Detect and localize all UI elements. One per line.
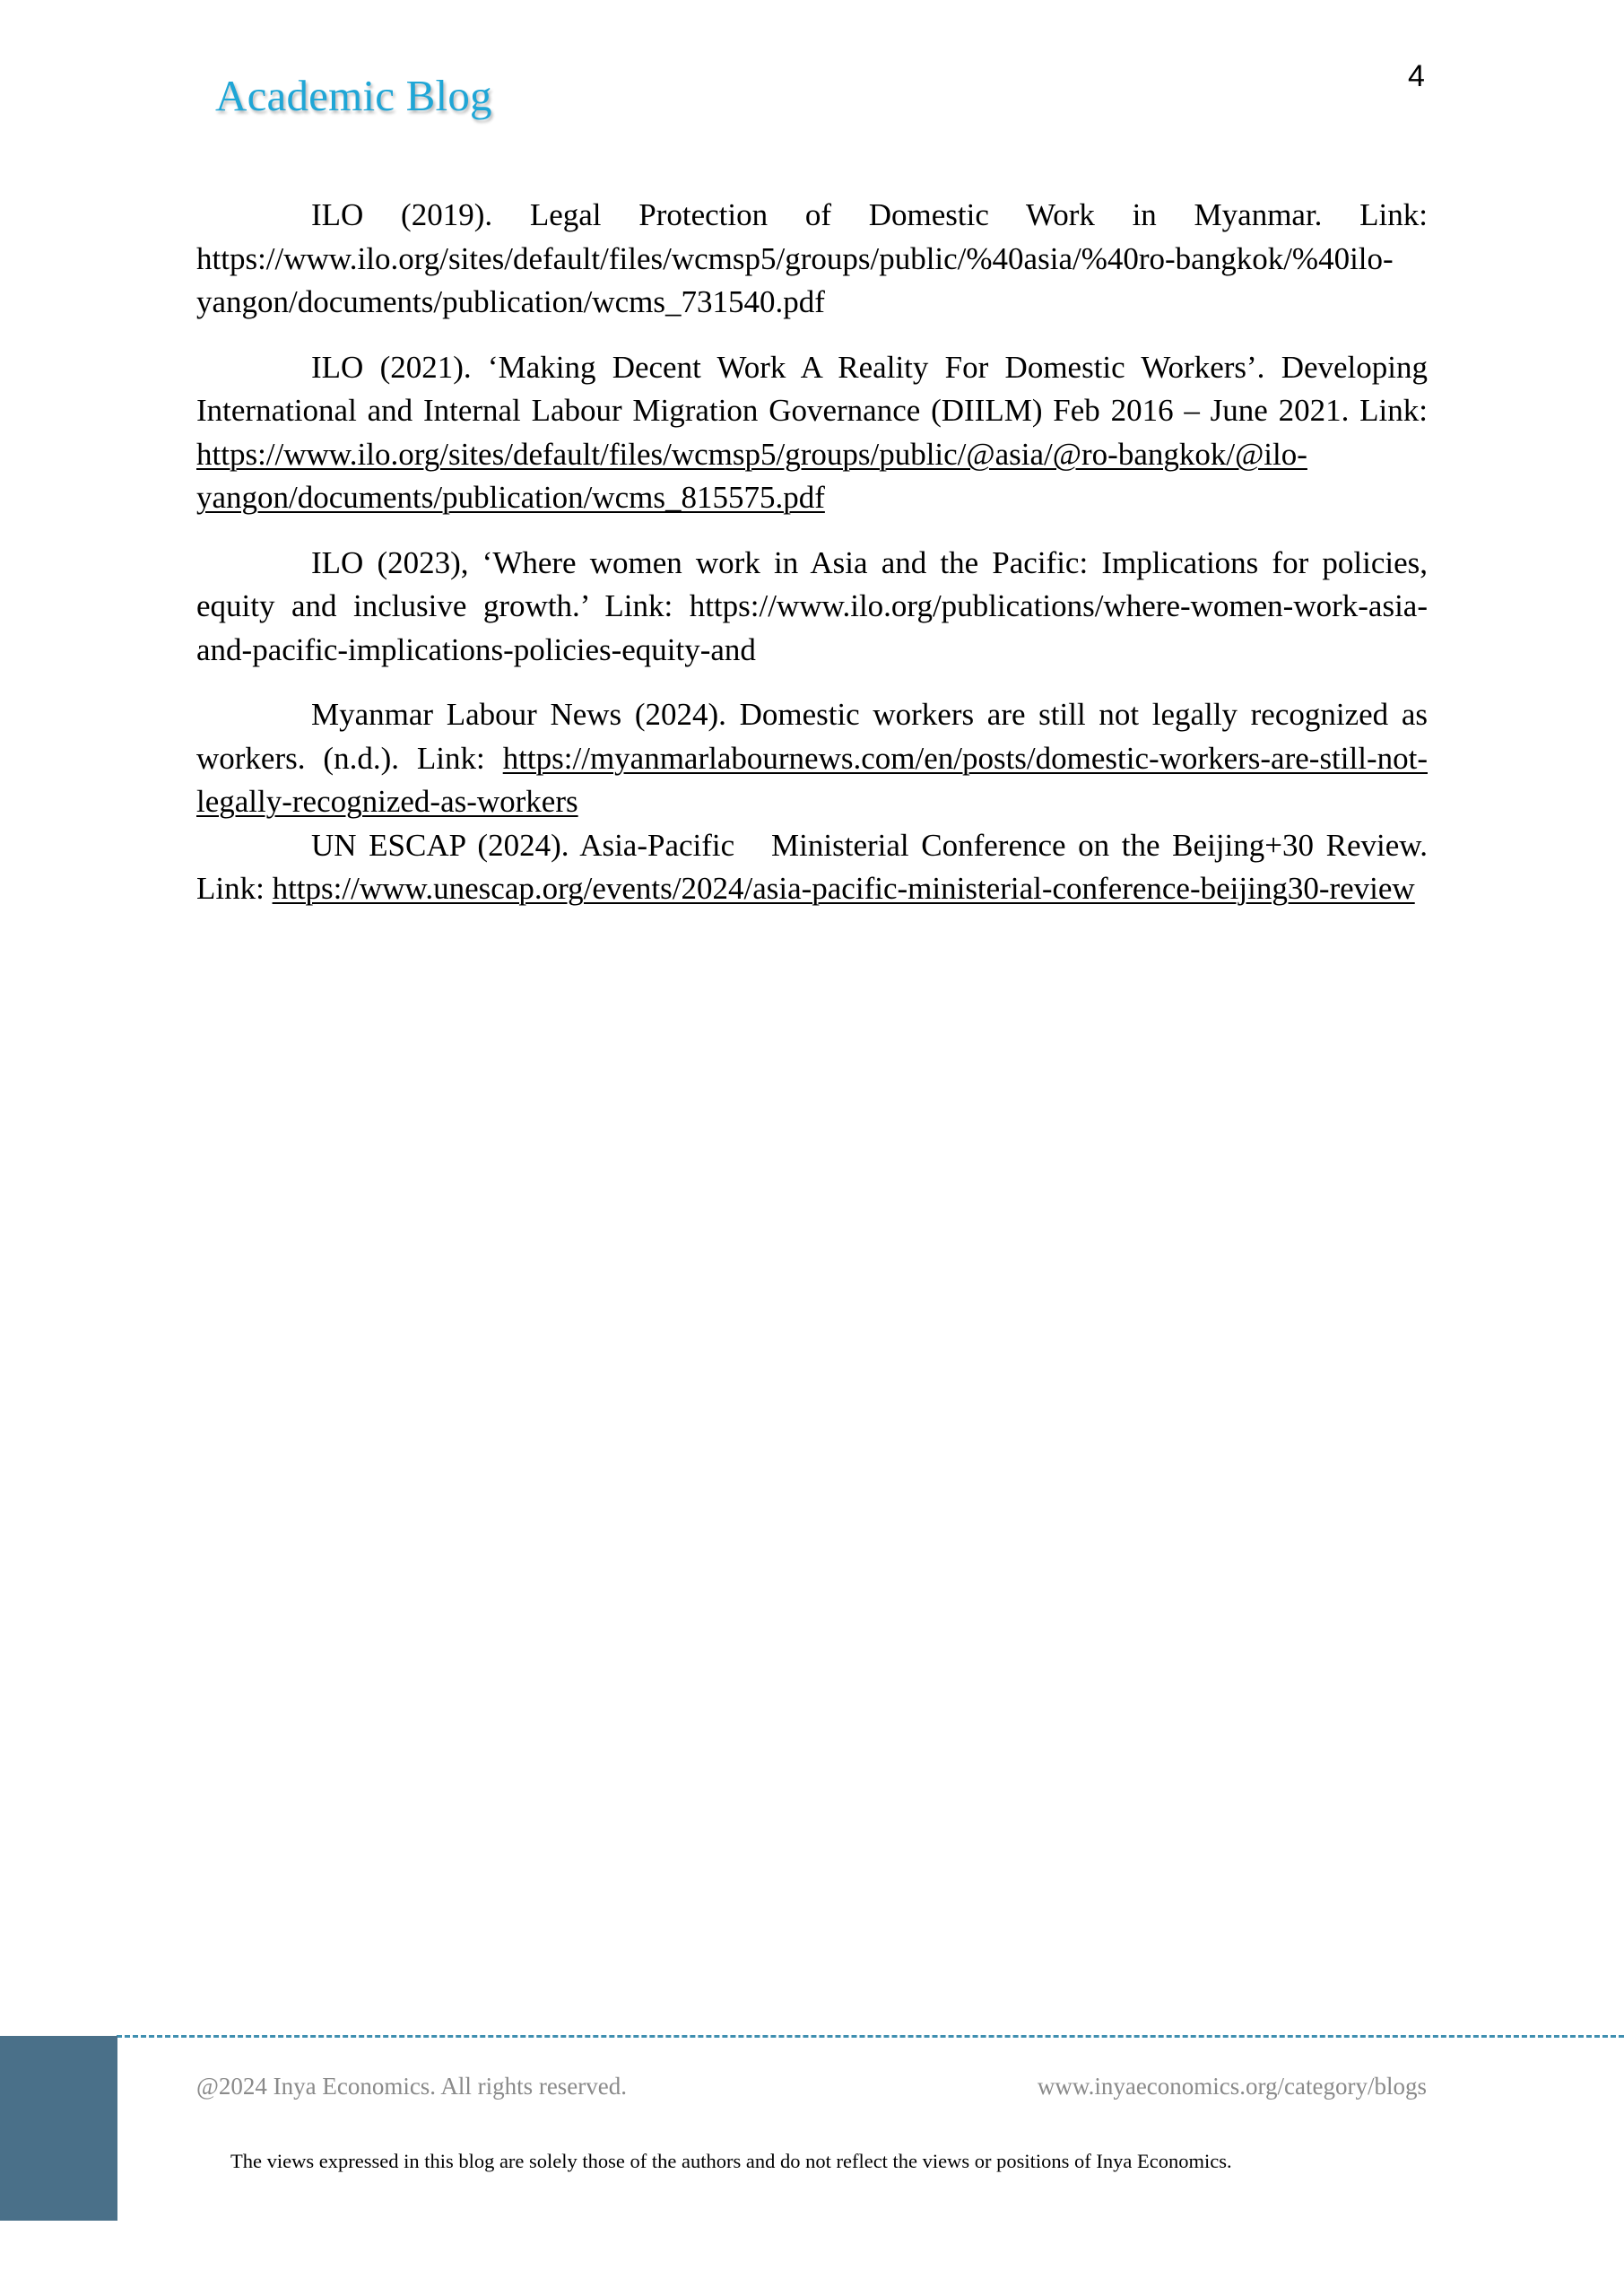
reference-un-escap xyxy=(196,824,1436,911)
reference-link[interactable]: https://www.ilo.org/sites/default/files/wcmsp5/groups/public/%40asia/%40ro-bangkok/%40ilo-yangon/documents/publication/wcms_731540.pdf xyxy=(196,240,1394,319)
reference-text: UN ESCAP (2024). Asia-Pacific xyxy=(311,827,735,863)
footer-disclaimer: The views expressed in this blog are solely those of the authors and do not reflect the views or positions of Inya Economics. xyxy=(230,2150,1232,2172)
footer-copyright: @2024 Inya Economics. All rights reserved. xyxy=(196,2073,628,2100)
footer-website-url[interactable]: www.inyaeconomics.org/category/blogs xyxy=(1037,2073,1427,2100)
reference-link[interactable]: https://www.ilo.org/publications/where-women-work-asia-and-pacific-implications-policies-equity-and xyxy=(196,588,1428,667)
reference-ilo-2023 xyxy=(196,542,1428,673)
reference-link[interactable]: https://www.unescap.org/events/2024/asia-pacific-ministerial-conference-beijing30-review xyxy=(272,871,1415,906)
reference-text: ILO (2019). Legal Protection of Domestic Work in Myanmar. Link: xyxy=(311,197,1428,232)
reference-link[interactable]: https://www.ilo.org/sites/default/files/wcmsp5/groups/public/@asia/@ro-bangkok/@ilo-yangon/documents/publication/wcms_815575.pdf xyxy=(196,436,1307,515)
reference-text: ILO (2023), ‘Where women work in Asia and the Pacific: Implications for policies, equity and inclusive growth.’ Link: xyxy=(196,544,1428,623)
footer-divider xyxy=(117,2035,1624,2038)
reference-link[interactable]: https://myanmarlabournews.com/en/posts/domestic-workers-are-still-not-legally-recognized-as-workers xyxy=(196,740,1428,819)
reference-list xyxy=(196,194,1436,911)
reference-text: Myanmar Labour News (2024). Domestic workers are still not legally recognized as workers. (n.d.). Link: xyxy=(196,697,1428,776)
blog-header-title: Academic Blog xyxy=(215,71,492,120)
reference-ilo-2019 xyxy=(196,194,1428,325)
reference-myanmar-labour-news xyxy=(196,693,1428,824)
reference-text: ILO (2021). ‘Making Decent Work A Reality For Domestic Workers’. Developing International and Internal Labour Migration Governance (DIILM) Feb 2016 – June 2021. Link: xyxy=(196,349,1428,428)
reference-text-continued: Ministerial Conference on the Beijing+30 Review. Link: xyxy=(196,827,1436,906)
reference-ilo-2021 xyxy=(196,346,1428,520)
page-number: 4 xyxy=(1408,59,1425,93)
footer-accent-block xyxy=(0,2036,117,2221)
